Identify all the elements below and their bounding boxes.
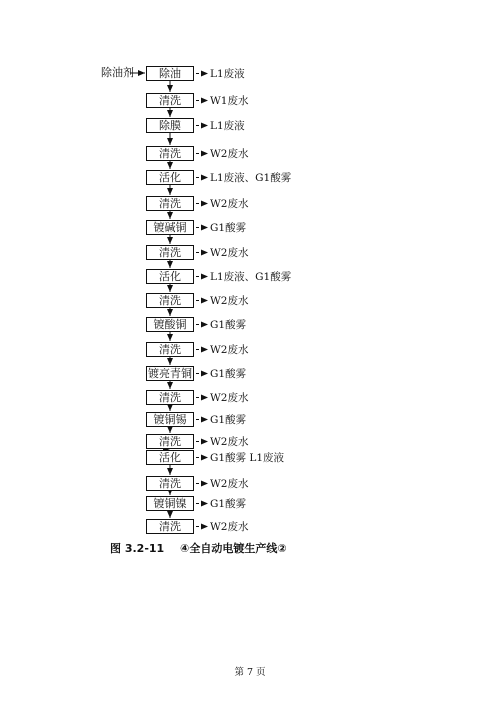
step-box: 镀铜锡 [146, 412, 194, 427]
step-box: 清洗 [146, 342, 194, 357]
step-box: 镀碱铜 [146, 220, 194, 235]
step-output-label: W2废水 [210, 478, 249, 490]
step-box: 清洗 [146, 434, 194, 449]
step-box: 活化 [146, 170, 194, 185]
step-box: 镀铜镍 [146, 496, 194, 511]
step-output-label: W1废水 [210, 95, 249, 107]
step-output-label: L1废液、G1酸雾 [210, 271, 292, 283]
step-output-label: W2废水 [210, 521, 249, 533]
page-number: 第 7 页 [234, 667, 266, 678]
step-box: 清洗 [146, 245, 194, 260]
step-output-label: G1酸雾 L1废液 [210, 452, 285, 464]
step-box: 清洗 [146, 93, 194, 108]
step-output-label: L1废液、G1酸雾 [210, 172, 292, 184]
step-box: 清洗 [146, 196, 194, 211]
step-box: 清洗 [146, 293, 194, 308]
step-output-label: W2废水 [210, 392, 249, 404]
step-output-label: G1酸雾 [210, 368, 247, 380]
figure-caption [110, 540, 287, 556]
step-output-label: G1酸雾 [210, 414, 247, 426]
figure-number: 图 3.2-11 [110, 542, 165, 555]
step-output-label: W2废水 [210, 436, 249, 448]
step-output-label: G1酸雾 [210, 319, 247, 331]
step-output-label: W2废水 [210, 148, 249, 160]
step-output-label: G1酸雾 [210, 498, 247, 510]
step-box: 清洗 [146, 146, 194, 161]
step-box: 镀酸铜 [146, 317, 194, 332]
step-output-label: L1废液 [210, 68, 245, 80]
step-output-label: W2废水 [210, 295, 249, 307]
step-box: 镀亮青铜 [148, 367, 192, 380]
step-box: 清洗 [146, 476, 194, 491]
step-box: 除膜 [146, 118, 194, 133]
step-output-label: G1酸雾 [210, 222, 247, 234]
input-label: 除油剂 [101, 66, 134, 79]
step-output-label: W2废水 [210, 198, 249, 210]
step-box: 清洗 [146, 519, 194, 534]
step-box: 除油 [146, 66, 194, 81]
step-box: 清洗 [146, 390, 194, 405]
figure-title: ④全自动电镀生产线② [180, 542, 287, 555]
step-box: 活化 [146, 269, 194, 284]
step-output-label: W2废水 [210, 247, 249, 259]
step-output-label: L1废液 [210, 120, 245, 132]
step-output-label: W2废水 [210, 344, 249, 356]
step-box: 活化 [146, 450, 194, 465]
